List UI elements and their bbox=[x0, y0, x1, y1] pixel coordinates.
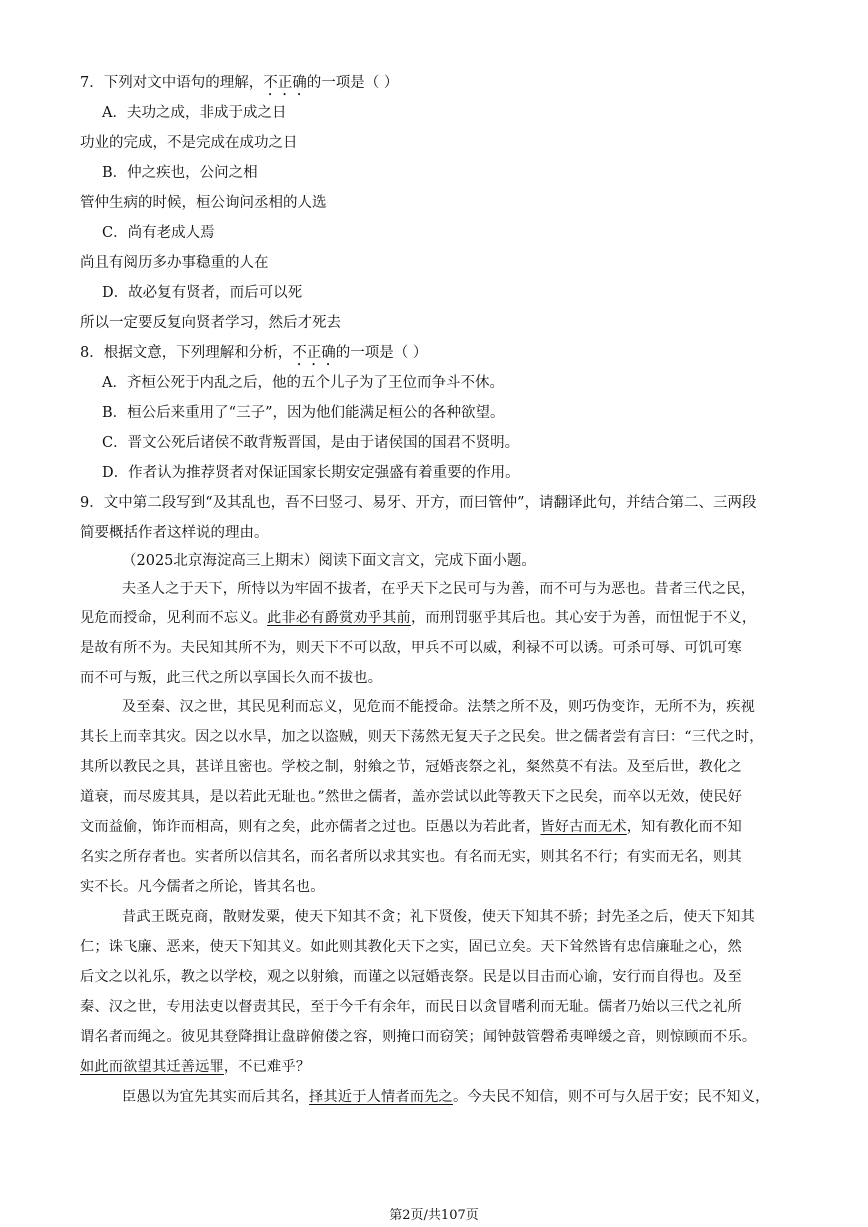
text-segment: ，不已难乎？ bbox=[223, 1059, 311, 1075]
underlined-phrase: 如此而欲望其迁善远罪 bbox=[80, 1059, 224, 1075]
text-line bbox=[80, 608, 800, 628]
text-line bbox=[80, 877, 800, 897]
text-segment: 谓名者而绳之。彼见其登降揖让盘辟俯偻之容，则掩口而窃笑；闻钟鼓管磬希夷啴缓之音，则惊顾而不乐。 bbox=[80, 1029, 757, 1045]
text-line bbox=[80, 313, 800, 333]
text-segment: ，而刑罚驱乎其后也。其心安于为善，而忸怩于不义， bbox=[410, 610, 757, 626]
text-segment: B．仲之疾也，公问之相 bbox=[102, 165, 258, 181]
text-segment: （2025北京海淀高三上期末）阅读下面文言文，完成下面小题。 bbox=[122, 553, 536, 569]
text-line bbox=[80, 638, 800, 658]
text-segment: 名实之所存者也。实者所以信其名，而名者所以求其实也。有名而无实，则其名不行；有实而无名，则其 bbox=[80, 849, 742, 865]
text-segment: 昔武王既克商，散财发粟，使天下知其不贪；礼下贤俊，使天下知其不骄；封先圣之后，使天下知其 bbox=[122, 909, 756, 925]
text-segment: 9．文中第二段写到“及其乱也，吾不曰竖刁、易牙、开方，而曰管仲”，请翻译此句，并结合第二、三两段 bbox=[80, 495, 757, 511]
text-line bbox=[122, 907, 842, 927]
text-segment: 道衰，而尽废其具，是以若此无耻也。”然世之儒者，盖亦尝试以此等教天下之民矣，而卒以无效，使民好 bbox=[80, 789, 743, 805]
text-segment: 秦、汉之世，专用法吏以督责其民，至于今千有余年，而民日以贪冒嗜利而无耻。儒者乃始以三代之礼所 bbox=[80, 999, 742, 1015]
text-segment: 而不可与叛，此三代之所以享国长久而不拔也。 bbox=[80, 670, 383, 686]
text-line bbox=[80, 523, 800, 543]
page-footer: 第2页/共107页 bbox=[389, 1208, 479, 1223]
text-line bbox=[80, 1027, 800, 1047]
text-line bbox=[80, 937, 800, 957]
text-line bbox=[102, 403, 822, 423]
text-segment: 其所以教民之具，甚详且密也。学校之制，射飨之节，冠婚丧祭之礼，粲然莫不有法。及至后世，教化之 bbox=[80, 759, 742, 775]
emphasized-phrase: 不正确 bbox=[263, 75, 307, 91]
text-segment: 功业的完成，不是完成在成功之日 bbox=[80, 135, 298, 151]
text-line bbox=[80, 253, 800, 273]
text-line bbox=[80, 493, 800, 513]
text-segment: 是故有所不为。夫民知其所不为，则天下不可以敌，甲兵不可以威，利禄不可以诱。可杀可辱、可饥可寒 bbox=[80, 640, 742, 656]
underlined-phrase: 此非必有爵赏劝乎其前 bbox=[267, 610, 411, 626]
text-segment: 8．根据文意，下列理解和分析， bbox=[80, 345, 293, 361]
text-line bbox=[102, 163, 822, 183]
text-line bbox=[80, 133, 800, 153]
text-line bbox=[80, 817, 800, 837]
text-line bbox=[102, 103, 822, 123]
text-line bbox=[80, 967, 800, 987]
text-segment: 后文之以礼乐，教之以学校，观之以射飨，而谨之以冠婚丧祭。民是以目击而心谕，安行而自得也。及至 bbox=[80, 969, 742, 985]
text-line bbox=[80, 757, 800, 777]
text-line bbox=[80, 668, 800, 688]
text-line bbox=[80, 727, 800, 747]
text-line bbox=[80, 997, 800, 1017]
text-segment: 夫圣人之于天下，所恃以为牢固不拔者，在乎天下之民可与为善，而不可与为恶也。昔者三代之民， bbox=[122, 581, 756, 597]
text-line bbox=[122, 579, 842, 599]
text-segment: 的一项是（ ） bbox=[306, 75, 399, 91]
text-segment: 见危而授命，见利而不忘义。 bbox=[80, 610, 268, 626]
text-segment: 。今夫民不知信，则不可与久居于安；民不知义， bbox=[452, 1089, 770, 1105]
text-segment: C．尚有老成人焉 bbox=[102, 225, 215, 241]
underlined-phrase: 皆好古而无术 bbox=[540, 819, 627, 835]
text-segment: D．故必复有贤者，而后可以死 bbox=[102, 285, 303, 301]
text-segment: 简要概括作者这样说的理由。 bbox=[80, 525, 269, 541]
text-segment: 管仲生病的时候，桓公询问丞相的人选 bbox=[80, 195, 327, 211]
text-line bbox=[102, 223, 822, 243]
text-segment: 及至秦、汉之世，其民见利而忘义，见危而不能授命。法禁之所不及，则巧伪变诈，无所不为，疾视 bbox=[122, 699, 756, 715]
text-line bbox=[122, 1087, 842, 1107]
underlined-phrase: 择其近于人情者而先之 bbox=[309, 1089, 453, 1105]
text-line bbox=[80, 847, 800, 867]
text-line bbox=[102, 373, 822, 393]
text-line bbox=[80, 193, 800, 213]
text-line bbox=[102, 463, 822, 483]
text-segment: B．桓公后来重用了“三子”，因为他们能满足桓公的各种欲望。 bbox=[102, 405, 505, 421]
text-segment: C．晋文公死后诸侯不敢背叛晋国，是由于诸侯国的国君不贤明。 bbox=[102, 435, 520, 451]
text-segment: 文而益偷，饰诈而相高，则有之矣，此亦儒者之过也。臣愚以为若此者， bbox=[80, 819, 541, 835]
text-line bbox=[80, 1057, 800, 1077]
text-segment: 的一项是（ ） bbox=[335, 345, 428, 361]
text-line bbox=[80, 343, 800, 369]
text-segment: 实不长。凡今儒者之所论，皆其名也。 bbox=[80, 879, 325, 895]
text-segment: 臣愚以为宜先其实而后其名， bbox=[122, 1089, 310, 1105]
emphasized-phrase: 不正确 bbox=[292, 345, 336, 361]
text-segment: A．夫功之成，非成于成之日 bbox=[102, 105, 287, 121]
text-segment: 尚且有阅历多办事稳重的人在 bbox=[80, 255, 269, 271]
text-line bbox=[80, 787, 800, 807]
text-line bbox=[102, 433, 822, 453]
text-line bbox=[122, 551, 842, 571]
text-segment: ，知有教化而不知 bbox=[626, 819, 742, 835]
text-segment: 仁；诛飞廉、恶来，使天下知其义。如此则其教化天下之实，固已立矣。天下耸然皆有忠信廉耻之心，然 bbox=[80, 939, 742, 955]
text-line bbox=[102, 283, 822, 303]
text-line bbox=[122, 697, 842, 717]
text-segment: D．作者认为推荐贤者对保证国家长期安定强盛有着重要的作用。 bbox=[102, 465, 520, 481]
text-segment: 所以一定要反复向贤者学习，然后才死去 bbox=[80, 315, 341, 331]
text-segment: A．齐桓公死于内乱之后，他的五个儿子为了王位而争斗不休。 bbox=[102, 375, 504, 391]
text-segment: 其长上而幸其灾。因之以水旱，加之以盗贼，则天下荡然无复天子之民矣。世之儒者尝有言曰：“三代之时， bbox=[80, 729, 764, 745]
text-line bbox=[80, 73, 800, 99]
text-segment: 7．下列对文中语句的理解， bbox=[80, 75, 264, 91]
